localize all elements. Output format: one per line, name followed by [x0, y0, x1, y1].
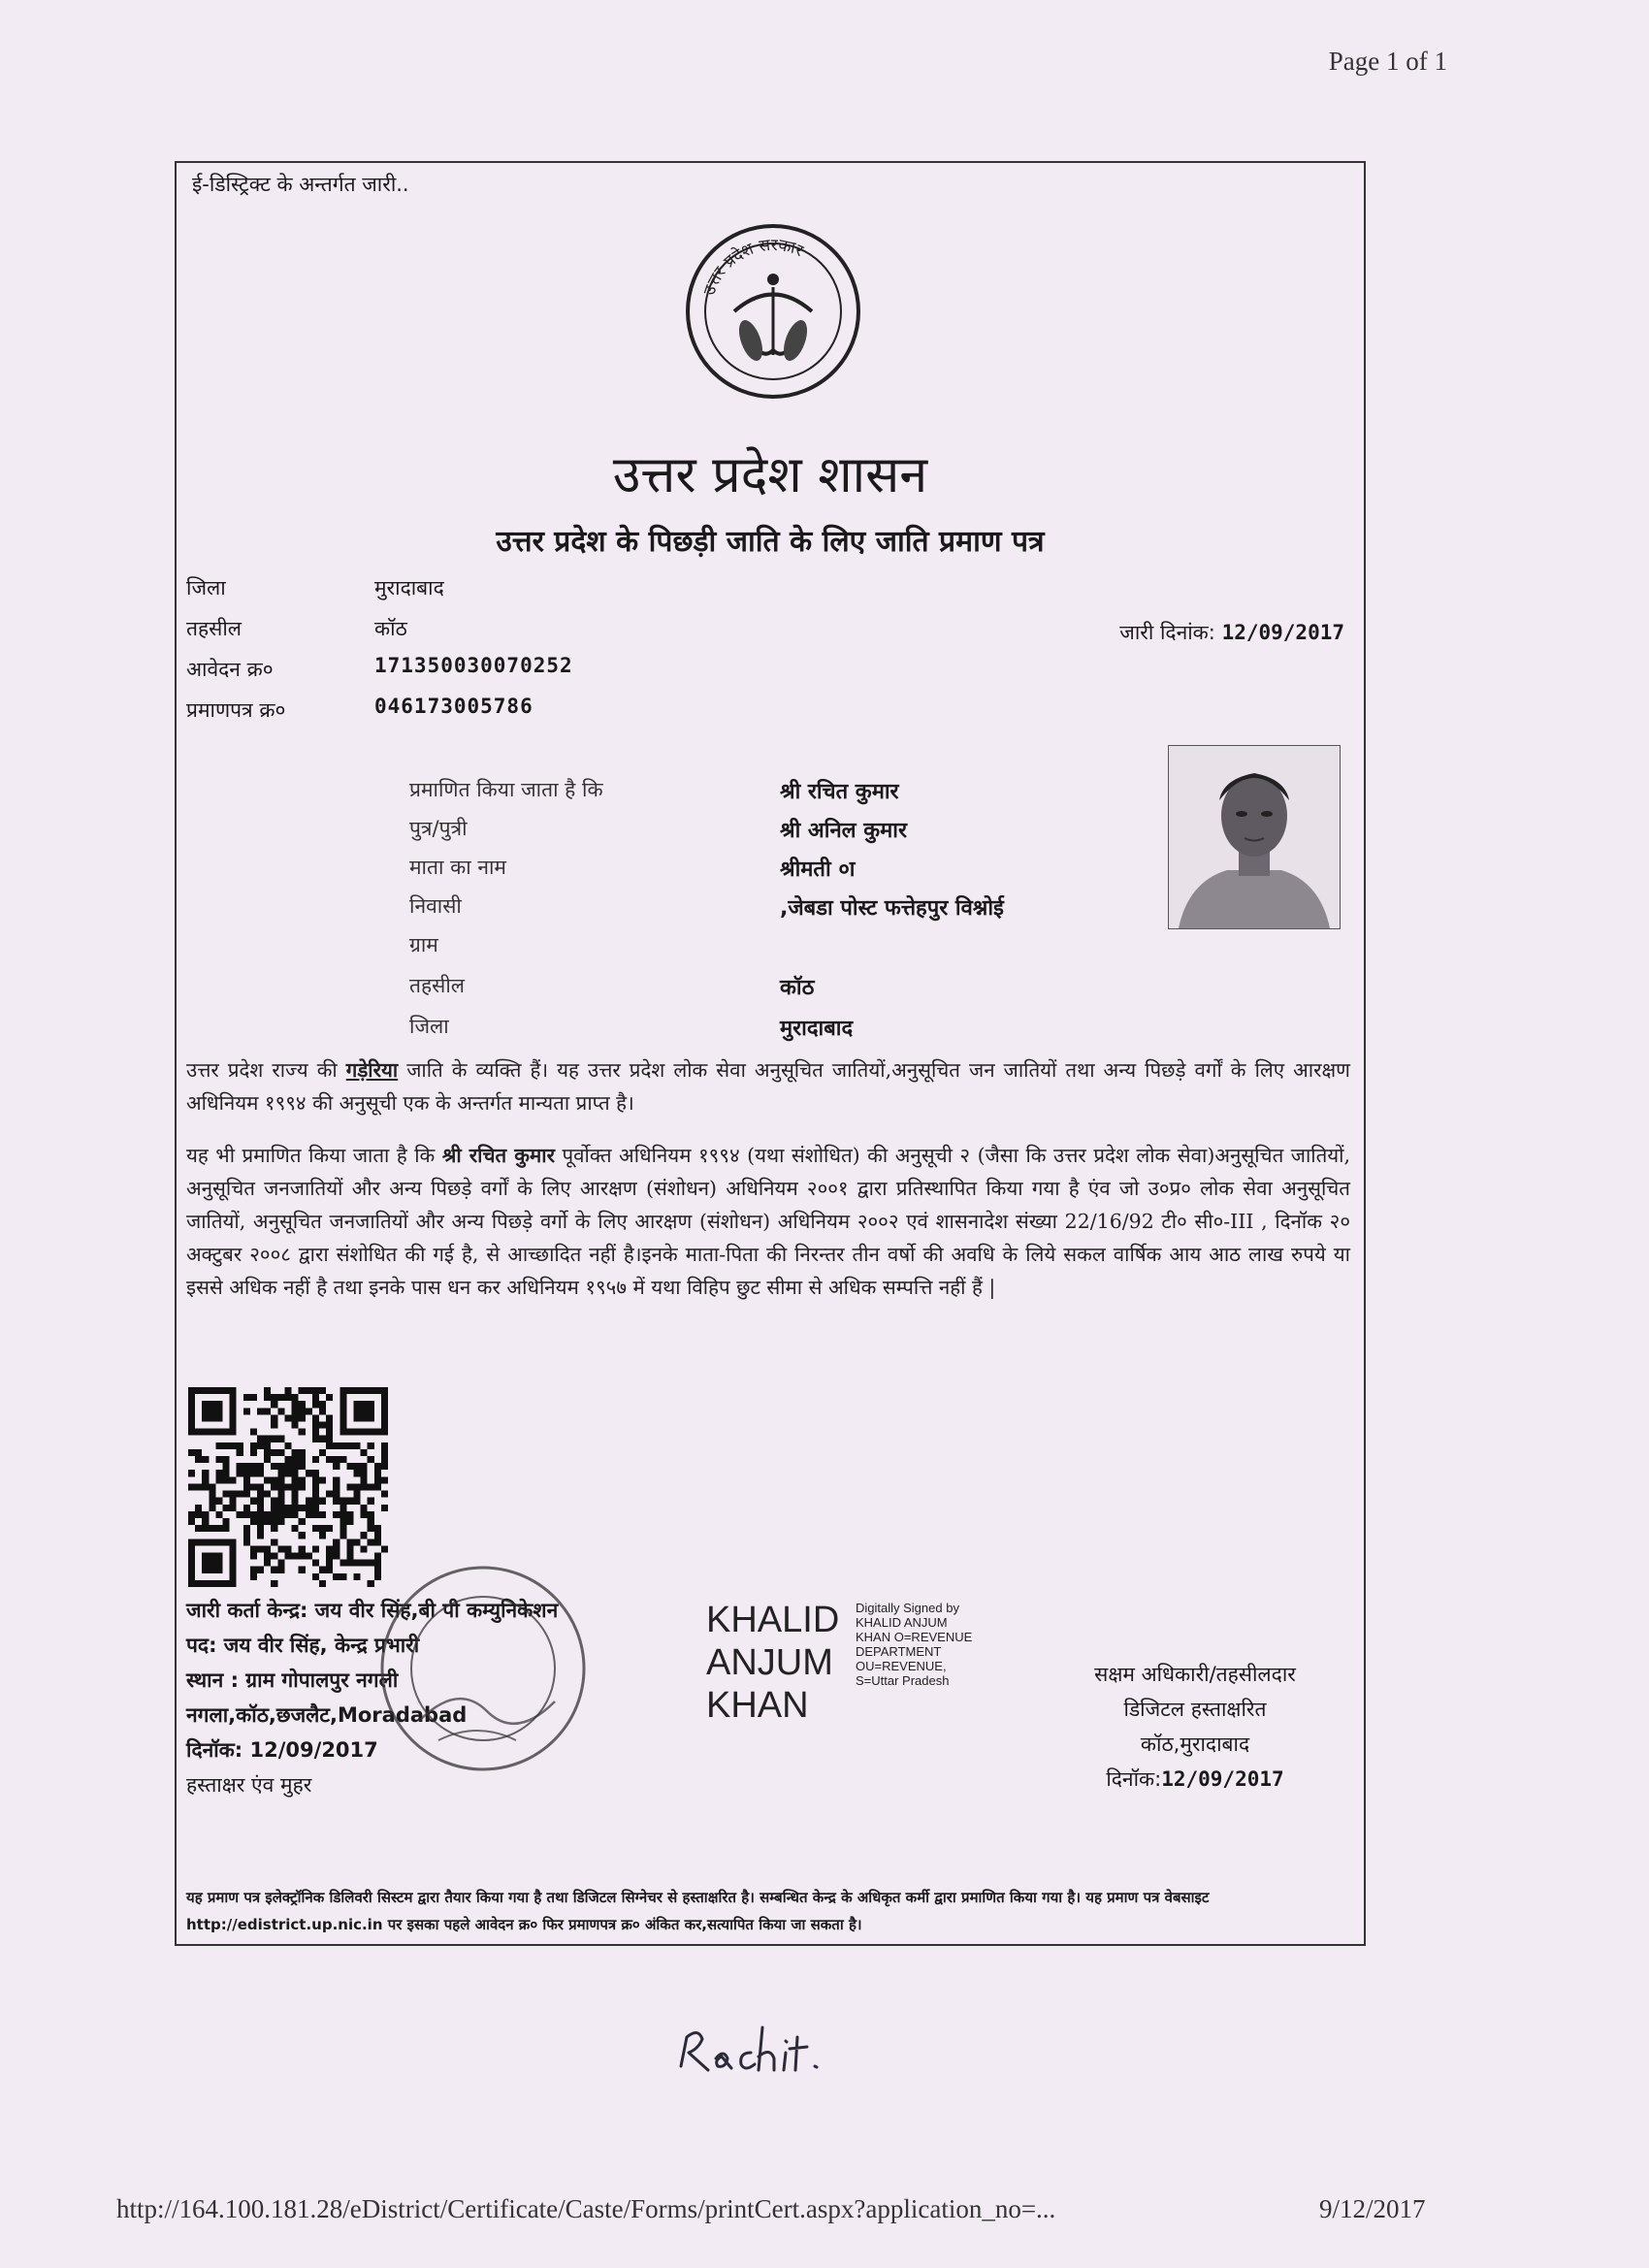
tehsil-label: तहसील: [186, 617, 242, 640]
authority-date-label: दिनॉक:: [1106, 1767, 1162, 1791]
state-title: उत्तर प्रदेश शासन: [612, 446, 928, 504]
center-seal-stamp: [371, 1556, 596, 1781]
digital-signature-details: [856, 1601, 1001, 1688]
authority-title: सक्षम अधिकारी/तहसीलदार: [1094, 1663, 1296, 1686]
mother-name-label: माता का नाम: [409, 856, 506, 879]
issuer-date-value: 12/09/2017: [249, 1738, 378, 1762]
authority-date: [1030, 1762, 1360, 1797]
detail-tehsil-value: कॉठ: [780, 976, 815, 1000]
caste-paragraph-end: जाति के व्यक्ति हैं। यह उत्तर प्रदेश लोक सेवा अनुसूचित जातियों,अनुसूचित जन जातियों तथा अन्य पिछड़े वर्गों के लिए आरक्षण अधिनियम १९९४ की अनुसूची एक के अन्तर्गत मान्यता प्राप्त है।: [186, 1058, 1350, 1115]
issued-under-text: ई-डिस्ट्रिक्ट के अन्तर्गत जारी..: [192, 173, 409, 196]
son-daughter-label: पुत्र/पुत्री: [409, 817, 468, 840]
tehsil-value: कॉठ: [374, 617, 407, 640]
sign-and-seal-label: हस्ताक्षर एंव मुहर: [186, 1773, 312, 1797]
certified-label: प्रमाणित किया जाता है कि: [409, 778, 603, 801]
certificate-no-value: 046173005786: [374, 695, 534, 718]
district-label: जिला: [186, 576, 226, 599]
dsig-meta-line: Digitally Signed by: [856, 1601, 959, 1615]
detail-district-label: जिला: [409, 1015, 449, 1038]
detail-district-value: मुरादाबाद: [780, 1017, 854, 1041]
caste-paragraph-start: उत्तर प्रदेश राज्य की: [186, 1058, 346, 1082]
mother-name: श्रीमती ०ा: [780, 858, 856, 882]
applicant-photo: [1168, 745, 1341, 929]
caste-name: गड़ेरिया: [345, 1058, 399, 1082]
dsig-meta-line: S=Uttar Pradesh: [856, 1673, 950, 1688]
application-no-label: आवेदन क्र०: [186, 658, 274, 681]
issue-date-label: जारी दिनांक:: [1119, 621, 1215, 644]
application-no-value: 171350030070252: [374, 654, 573, 677]
dsig-meta-line: DEPARTMENT: [856, 1644, 942, 1659]
creamy-layer-end: पूर्वोक्त अधिनियम १९९४ (यथा संशोधित) की अनुसूची २ (जैसा कि उत्तर प्रदेश लोक सेवा)अनुसूचित जातियों, अनुसूचित जनजातियों और अन्य पिछड़े वर्गों के लिए आरक्षण (संशोधन) अधिनियम २००१ द्वारा प्रतिस्थापित किया गया है एंव जो उ०प्र० लोक सेवा अनुसूचित जातियों, अनुसूचित जनजातियों और अन्य पिछड़े वर्गो के लिए आरक्षण (संशोधन) अधिनियम २००२ एवं शासनादेश संख्या 22/16/92 टी० सी०-III , दिनॉक २० अक्टुबर २००८ द्वारा संशोधित की गई है, से आच्छादित नहीं है।इनके माता-पिता की निरन्तर तीन वर्षो की अवधि के लिये सकल वार्षिक आय आठ लाख रुपये या इससे अधिक नहीं है तथा इनके पास धन कर अधिनियम १९५७ में यथा विहिप छुट सीमा से अधिक सम्पत्ति नहीं हैं |: [186, 1144, 1350, 1299]
dsig-meta-line: OU=REVENUE,: [856, 1659, 947, 1673]
certificate: [175, 161, 1366, 1946]
issuer-place: स्थान : ग्राम गोपालपुर नगली: [186, 1669, 399, 1692]
district-value: मुरादाबाद: [374, 576, 444, 599]
authority-date-value: 12/09/2017: [1161, 1767, 1284, 1791]
page-number: Page 1 of 1: [1328, 47, 1447, 76]
signer-name-line-1: KHALID: [706, 1600, 840, 1640]
resident-value: ,जेबडा पोस्ट फत्तेहपुर विश्नोई: [780, 896, 1004, 921]
issuer-place-2: नगला,कॉठ,छजलैट,Moradabad: [186, 1703, 468, 1727]
competent-authority-block: [1030, 1657, 1360, 1797]
print-date: 9/12/2017: [1319, 2194, 1426, 2223]
print-url: http://164.100.181.28/eDistrict/Certificate/Caste/Forms/printCert.aspx?application_no=...: [116, 2194, 1056, 2223]
dsig-meta-line: KHAN O=REVENUE: [856, 1630, 973, 1644]
handwritten-signature: [669, 1998, 892, 2095]
dsig-meta-line: KHALID ANJUM: [856, 1615, 948, 1630]
qr-code: [188, 1387, 388, 1587]
issuer-post: पद: जय वीर सिंह, केन्द्र प्रभारी: [186, 1634, 420, 1657]
issue-date: [1119, 619, 1344, 646]
applicant-name: श्री रचित कुमार: [780, 780, 899, 804]
creamy-layer-start: यह भी प्रमाणित किया जाता है कि: [186, 1144, 442, 1167]
paragraph-applicant-name: श्री रचित कुमार: [441, 1144, 555, 1167]
authority-location: कॉठ,मुरादाबाद: [1140, 1733, 1250, 1756]
up-government-emblem: [681, 219, 865, 404]
signer-name-line-2: ANJUM: [706, 1642, 833, 1683]
authority-digital-signed: डिजिटल हस्ताक्षरित: [1123, 1698, 1267, 1721]
verification-note: यह प्रमाण पत्र इलेक्ट्रॉनिक डिलिवरी सिस्टम द्वारा तैयार किया गया है तथा डिजिटल सिग्नेचर से हस्ताक्षरित है। सम्बन्धित केन्द्र के अधिकृत कर्मी द्वारा प्रमाणित किया गया है। यह प्रमाण पत्र वेबसाइट http://edistrict.up.nic.in पर इसका पहले आवेदन क्र० फिर प्रमाणपत्र क्र० अंकित कर,सत्यापित किया जा सकता है।: [186, 1889, 1210, 1933]
signer-name-line-3: KHAN: [706, 1685, 809, 1726]
certificate-title: उत्तर प्रदेश के पिछड़ी जाति के लिए जाति प्रमाण पत्र: [496, 525, 1045, 559]
father-name: श्री अनिल कुमार: [780, 819, 907, 843]
village-label: ग्राम: [409, 933, 438, 956]
resident-label: निवासी: [409, 894, 462, 918]
certificate-no-label: प्रमाणपत्र क्र०: [186, 698, 286, 722]
detail-tehsil-label: तहसील: [409, 974, 465, 997]
issue-date-value: 12/09/2017: [1221, 621, 1344, 644]
creamy-layer-paragraph: [186, 1139, 1350, 1304]
svg-text:उत्तर प्रदेश सरकार: उत्तर प्रदेश सरकार: [699, 235, 806, 298]
digital-signer-name: [706, 1599, 839, 1727]
caste-paragraph: [186, 1053, 1350, 1119]
issuing-center: जारी कर्ता केन्द्र: जय वीर सिंह,बी पी कम्युनिकेशन: [186, 1599, 559, 1622]
issuer-date-label: दिनॉक:: [186, 1738, 243, 1762]
